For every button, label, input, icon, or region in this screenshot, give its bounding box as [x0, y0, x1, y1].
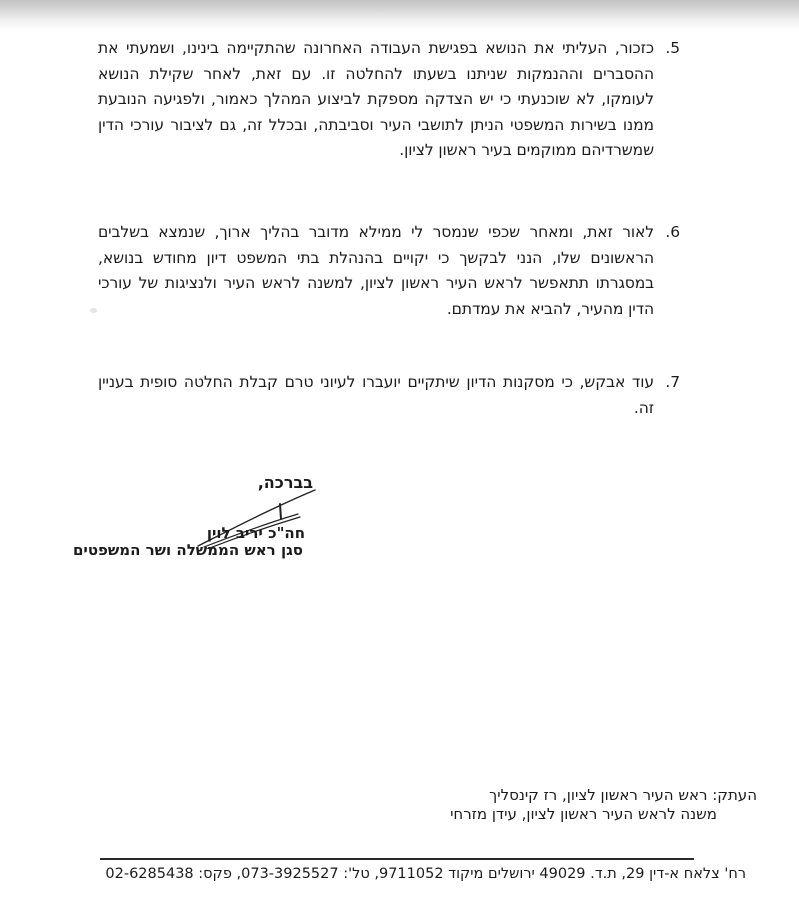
- text-line: הדין מהעיר, להביא את עמדתם.: [446, 299, 654, 318]
- paragraph-7-number: 7.: [665, 373, 680, 391]
- scan-shadow-top: [0, 0, 799, 30]
- paragraph-7-text: [98, 370, 654, 421]
- copy-recipient-1: העתק: ראש העיר ראשון לציון, רז קינסליך: [489, 786, 757, 804]
- text-line: שמשרדיהם ממוקמים בעיר ראשון לציון.: [399, 141, 654, 160]
- text-line: ההסברים וההנמקות שניתנו בשעתו להחלטה זו. עם זאת, לאחר שקילת הנושא: [98, 64, 654, 83]
- paragraph-6-text: [98, 220, 654, 322]
- text-line: לעומקו, לא שוכנעתי כי יש הצדקה מספקת לביצוע המהלך כאמור, ולפגיעה הנובעת: [98, 90, 654, 109]
- footer-address: רח' צלאח א-דין 29, ת.ד. 49029 ירושלים מיקוד 9711052, טל': ‎073-3925527‎, פקס: ‎02-6285438‎: [105, 866, 746, 882]
- text-line: עוד אבקש, כי מסקנות הדיון שיתקיים יועברו לעיוני טרם קבלת החלטה סופית בעניין: [98, 373, 654, 391]
- signature-name: חה"כ יריב לוין: [206, 524, 305, 542]
- paragraph-5: [98, 36, 680, 164]
- scan-artifact: [90, 308, 97, 313]
- text-line: כזכור, העליתי את הנושא בפגישת העבודה האחרונה שהתקיימה בינינו, ושמעתי את: [98, 39, 654, 57]
- paragraph-7: [98, 370, 680, 421]
- copies-block: [450, 786, 757, 824]
- paragraph-5-number: 5.: [665, 39, 680, 57]
- paragraph-6-number: 6.: [665, 223, 680, 241]
- text-line: ממנו בשירות המשפטי הניתן לתושבי העיר וסביבתה, ובכלל זה, גם לציבור עורכי הדין: [98, 115, 654, 134]
- text-line: הראשונים שלו, הנני לבקשך כי יקויים בהנהלת בתי המשפט דיון מחודש בנושא,: [98, 248, 654, 267]
- footer-divider: [100, 858, 694, 860]
- paragraph-5-text: [98, 36, 654, 164]
- text-line: לאור זאת, ומאחר שכפי שנמסר לי ממילא מדובר בהליך ארוך, שנמצא בשלבים: [98, 223, 654, 241]
- signature-title: סגן ראש הממשלה ושר המשפטים: [72, 541, 303, 559]
- paragraph-6: [98, 220, 680, 322]
- signature-closing: בברכה,: [257, 473, 313, 492]
- copy-recipient-2: משנה לראש העיר ראשון לציון, עידן מזרחי: [450, 805, 717, 823]
- text-line: זה.: [633, 398, 654, 417]
- text-line: במסגרתו תתאפשר לראש העיר ראשון לציון, למשנה לראש העיר ולנציגות של עורכי: [98, 274, 654, 293]
